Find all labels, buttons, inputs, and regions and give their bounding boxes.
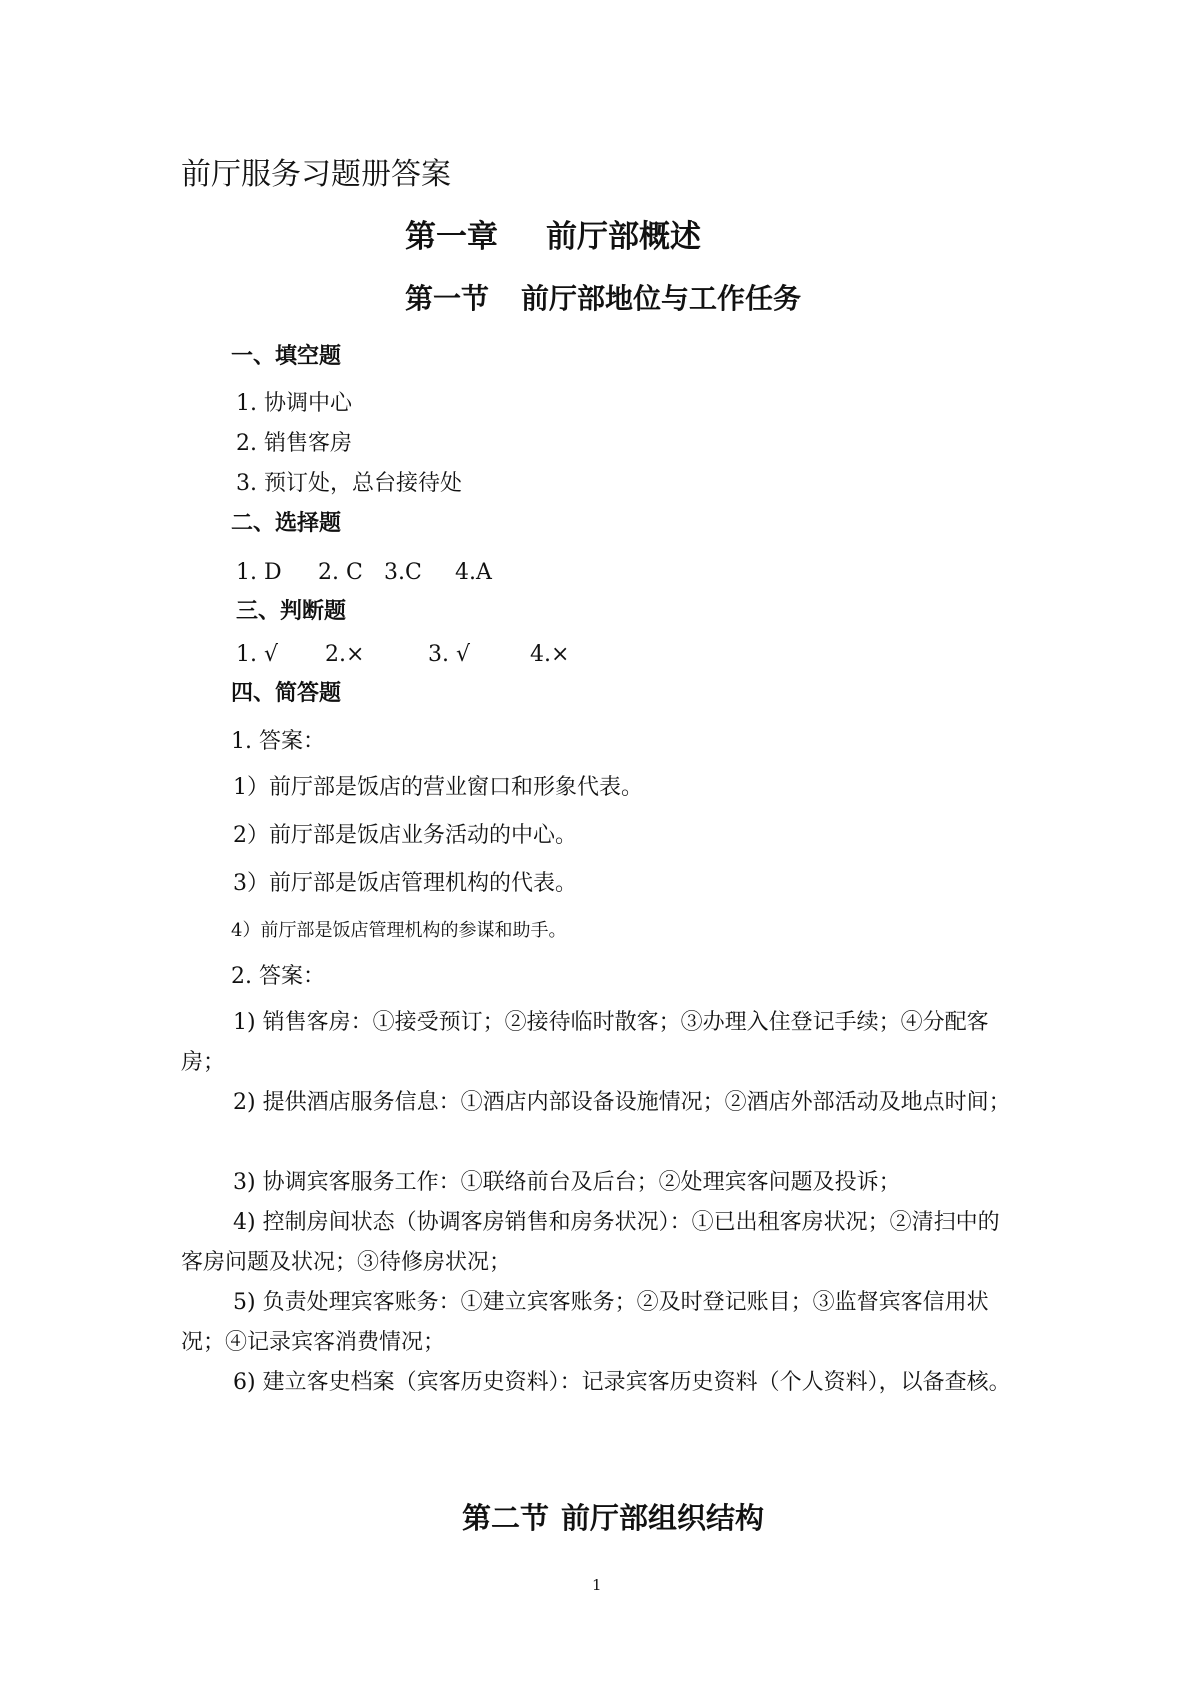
document-title: 前厅服务习题册答案 bbox=[181, 157, 451, 192]
list-item: 1. 协调中心 bbox=[236, 391, 352, 416]
part2-heading: 二、选择题 bbox=[231, 511, 342, 536]
answer-paragraph: 2) 提供酒店服务信息：①酒店内部设备设施情况；②酒店外部活动及地点时间； bbox=[233, 1090, 1011, 1115]
section-heading bbox=[405, 282, 802, 315]
answer-item: 4.A bbox=[455, 560, 492, 585]
answer-item: 1. D bbox=[236, 560, 282, 585]
list-item: 2. 销售客房 bbox=[236, 431, 352, 456]
answer-item: 1. √ bbox=[236, 642, 279, 667]
answer-paragraph: 5) 负责处理宾客账务：①建立宾客账务；②及时登记账目；③监督宾客信用状况；④记录宾客消费情况； bbox=[181, 1290, 989, 1355]
answer-line: 3）前厅部是饭店管理机构的代表。 bbox=[233, 871, 577, 896]
page-number: 1 bbox=[592, 1576, 602, 1594]
list-item: 3. 预订处，总台接待处 bbox=[236, 471, 462, 496]
answer-item: 3. √ bbox=[428, 642, 471, 667]
chapter-heading bbox=[405, 219, 701, 255]
answer-paragraph: 1) 销售客房：①接受预订；②接待临时散客；③办理入住登记手续；④分配客房； bbox=[181, 1010, 989, 1075]
answer-paragraph: 3) 协调宾客服务工作：①联络前台及后台；②处理宾客问题及投诉； bbox=[233, 1170, 901, 1195]
section-number: 第一节 bbox=[405, 282, 490, 315]
answer-item: 4.× bbox=[530, 642, 570, 667]
answer-line: 4）前厅部是饭店管理机构的参谋和助手。 bbox=[231, 920, 567, 941]
part4-heading: 四、简答题 bbox=[231, 681, 342, 706]
answer-line: 1）前厅部是饭店的营业窗口和形象代表。 bbox=[233, 775, 643, 800]
question-label: 1. 答案： bbox=[231, 729, 325, 754]
answer-item: 2.× bbox=[325, 642, 365, 667]
section2-number: 第二节 bbox=[462, 1501, 550, 1535]
answer-paragraph: 6) 建立客史档案（宾客历史资料）：记录宾客历史资料（个人资料），以备查核。 bbox=[233, 1370, 1011, 1395]
section2-heading bbox=[462, 1501, 765, 1535]
question-label: 2. 答案： bbox=[231, 964, 325, 989]
answer-item: 2. C bbox=[318, 560, 363, 585]
section-title: 前厅部地位与工作任务 bbox=[521, 282, 802, 315]
part3-heading: 三、判断题 bbox=[236, 599, 347, 624]
answer-item: 3.C bbox=[384, 560, 422, 585]
answer-paragraph: 4) 控制房间状态（协调客房销售和房务状况）：①已出租客房状况；②清扫中的客房问题及状况；③待修房状况； bbox=[181, 1210, 1000, 1275]
answer-line: 2）前厅部是饭店业务活动的中心。 bbox=[233, 823, 577, 848]
chapter-number: 第一章 bbox=[405, 219, 498, 255]
chapter-title: 前厅部概述 bbox=[546, 219, 701, 255]
part1-heading: 一、填空题 bbox=[231, 344, 342, 369]
section2-title: 前厅部组织结构 bbox=[561, 1501, 765, 1535]
